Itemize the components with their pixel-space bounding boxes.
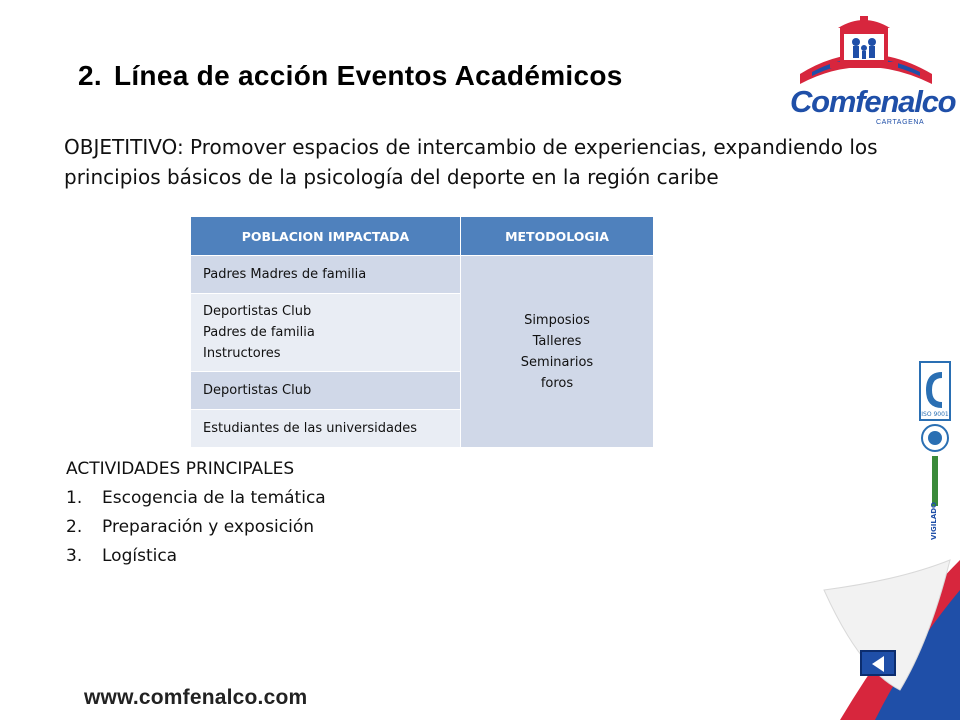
population-cell xyxy=(191,372,461,410)
methodology-item: foros xyxy=(540,375,574,391)
header-population: POBLACION IMPACTADA xyxy=(191,217,461,256)
previous-slide-button[interactable] xyxy=(860,650,896,676)
castle-icon xyxy=(784,14,942,94)
population-line: Instructores xyxy=(203,346,281,361)
population-methodology-table xyxy=(190,216,654,448)
population-cell xyxy=(191,410,461,448)
activities-section xyxy=(66,455,326,571)
table-row xyxy=(191,256,654,294)
supervision-seal-icon xyxy=(932,456,938,506)
title-number: 2. xyxy=(78,60,102,91)
slide-title xyxy=(78,60,623,92)
list-text: Logística xyxy=(102,546,178,566)
footer-website-link[interactable]: www.comfenalco.com xyxy=(84,686,308,709)
activities-heading: ACTIVIDADES PRINCIPALES xyxy=(66,459,295,479)
title-text: Línea de acción Eventos Académicos xyxy=(113,60,623,91)
objective-paragraph: OBJETITIVO: Promover espacios de intercambio de experiencias, expandiendo los principios básicos de la psicología del deporte en la región caribe xyxy=(64,135,878,189)
population-line: Padres Madres de familia xyxy=(203,267,367,282)
header-methodology: METODOLOGIA xyxy=(461,217,654,256)
methodology-item: Simposios xyxy=(524,312,590,328)
back-arrow-icon xyxy=(872,656,884,672)
list-item xyxy=(66,513,326,542)
logo-brand-text: Comfenalco xyxy=(790,84,956,119)
population-line: Estudiantes de las universidades xyxy=(203,421,418,436)
list-number: 3. xyxy=(66,546,83,566)
methodology-item: Talleres xyxy=(532,333,582,349)
list-number: 2. xyxy=(66,517,83,537)
population-line: Deportistas Club xyxy=(203,383,312,398)
comfenalco-logo xyxy=(784,14,956,126)
page-curl-decoration xyxy=(780,520,960,720)
logo-city-text: CARTAGENA xyxy=(876,119,925,126)
list-item xyxy=(66,484,326,513)
methodology-item: Seminarios xyxy=(520,354,594,370)
population-line: Padres de familia xyxy=(203,325,315,340)
vigilado-label: VIGILADO xyxy=(930,501,938,540)
list-number: 1. xyxy=(66,488,83,508)
list-text: Preparación y exposición xyxy=(102,517,314,537)
population-line: Deportistas Club xyxy=(203,304,312,319)
methodology-cell xyxy=(461,256,654,448)
list-text: Escogencia de la temática xyxy=(102,488,326,508)
list-item xyxy=(66,542,326,571)
population-cell xyxy=(191,256,461,294)
iso-badge-label: ISO 9001 xyxy=(921,411,949,418)
population-cell xyxy=(191,294,461,372)
